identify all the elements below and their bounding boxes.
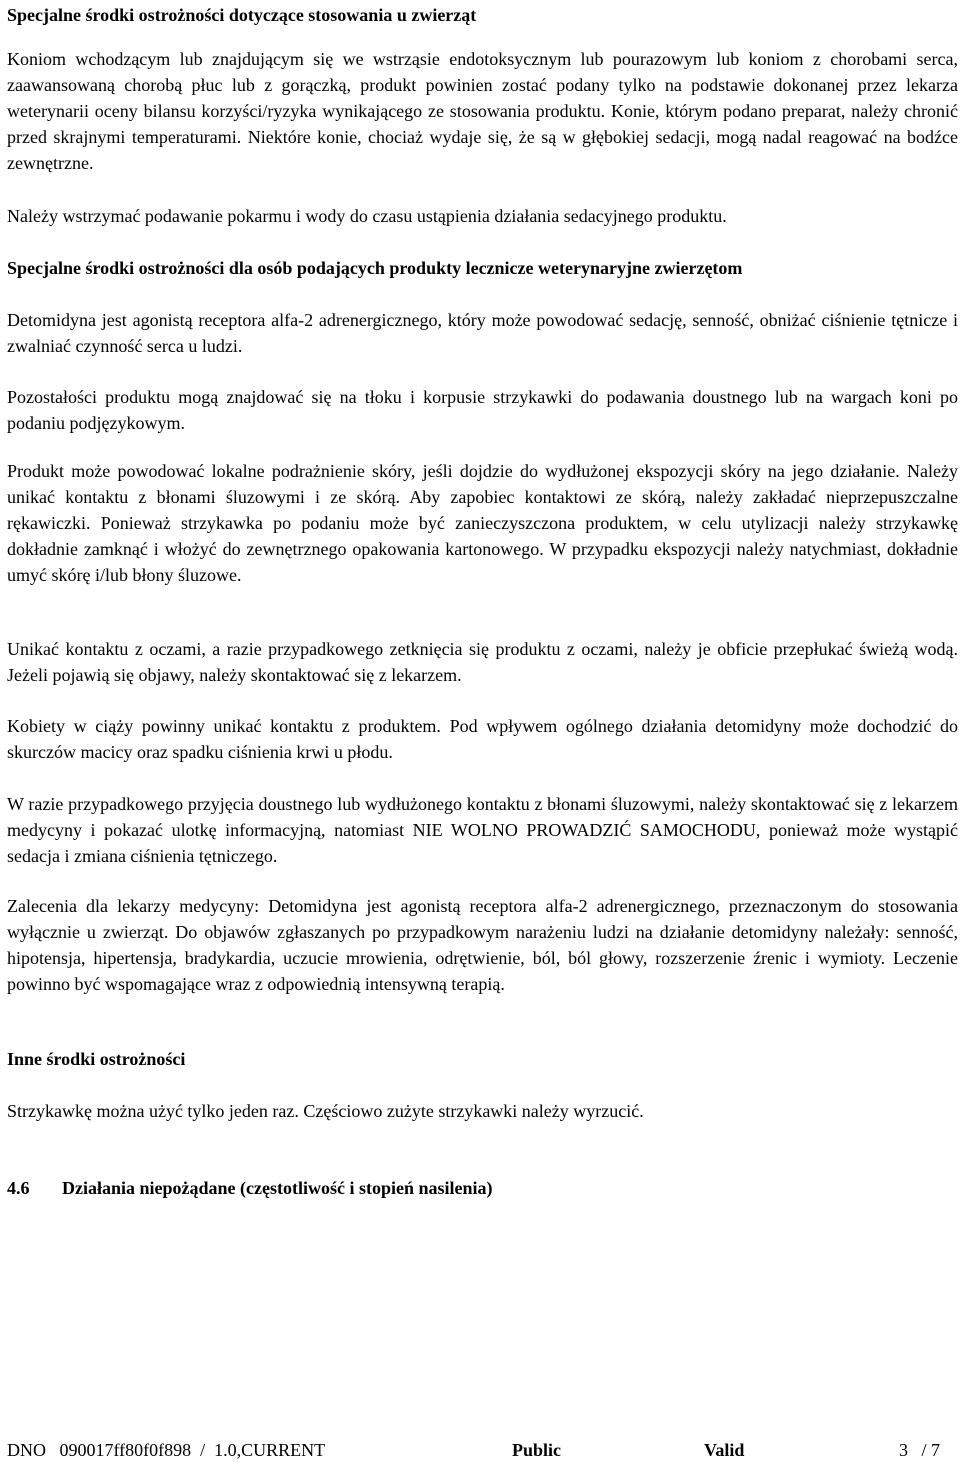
section-number: 4.6 bbox=[7, 1178, 30, 1198]
user-paragraph-eyes: Unikać kontaktu z oczami, a razie przypadkowego zetknięcia się produktu z oczami, należy je obficie przepłukać świeżą wodą. Jeżeli pojawią się objawy, należy skontaktować się z lekarzem. bbox=[7, 639, 958, 685]
section-title: Działania niepożądane (częstotliwość i stopień nasilenia) bbox=[62, 1178, 493, 1198]
user-paragraph-skin: Produkt może powodować lokalne podrażnienie skóry, jeśli dojdzie do wydłużonej ekspozycji skóry na jego działanie. Należy unikać kontaktu z błonami śluzowymi i ze skórą. Aby zapobiec kontaktowi ze skórą, należy zakładać nieprzepuszczalne rękawiczki. Ponieważ strzykawka po podaniu może być zanieczyszczona produktem, w celu utylizacji należy strzykawkę dokładnie zamknąć i włożyć do zewnętrznego opakowania kartonowego. W przypadku ekspozycji należy natychmiast, dokładnie umyć skórę i/lub błony śluzowe. bbox=[7, 461, 958, 585]
animal-precautions-heading: Specjalne środki ostrożności dotyczące stosowania u zwierząt bbox=[7, 5, 477, 25]
footer-status: Valid bbox=[704, 1440, 745, 1460]
page-footer bbox=[7, 1438, 958, 1462]
user-precautions-heading: Specjalne środki ostrożności dla osób podających produkty lecznicze weterynaryjne zwierzętom bbox=[7, 258, 743, 278]
footer-page-number: 3 / 7 bbox=[899, 1440, 941, 1460]
user-paragraph-physicians: Zalecenia dla lekarzy medycyny: Detomidyna jest agonistą receptora alfa-2 adrenergicznego, przeznaczonym do stosowania wyłącznie u zwierząt. Do objawów zgłaszanych po przypadkowym narażeniu ludzi na działanie detomidyny należały: senność, hipotensja, hipertensja, bradykardia, uczucie mrowienia, odrętwienie, ból, ból głowy, rozszerzenie źrenic i wymioty. Leczenie powinno być wspomagające wraz z odpowiednią intensywną terapią. bbox=[7, 896, 958, 994]
user-paragraph-detomidine: Detomidyna jest agonistą receptora alfa-2 adrenergicznego, który może powodować sedację, senność, obniżać ciśnienie tętnicze i zwalniać czynność serca u ludzi. bbox=[7, 310, 958, 356]
user-paragraph-residues: Pozostałości produktu mogą znajdować się na tłoku i korpusie strzykawki do podawania doustnego lub na wargach koni po podaniu podjęzykowym. bbox=[7, 387, 958, 433]
other-precautions-paragraph: Strzykawkę można użyć tylko jeden raz. Częściowo zużyte strzykawki należy wyrzucić. bbox=[7, 1101, 644, 1121]
user-paragraph-ingestion: W razie przypadkowego przyjęcia doustnego lub wydłużonego kontaktu z błonami śluzowymi, należy skontaktować się z lekarzem medycyny i pokazać ulotkę informacyjną, natomiast NIE WOLNO PROWADZIĆ SAMOCHODU, ponieważ może wystąpić sedacja i zmiana ciśnienia tętniczego. bbox=[7, 794, 958, 866]
feeding-paragraph: Należy wstrzymać podawanie pokarmu i wody do czasu ustąpienia działania sedacyjnego produktu. bbox=[7, 206, 727, 226]
animal-precautions-paragraph: Koniom wchodzącym lub znajdującym się we wstrząsie endotoksycznym lub pourazowym lub koniom z chorobami serca, zaawansowaną chorobą płuc lub z gorączką, produkt powinien zostać podany tylko na podstawie dokonanej przez lekarza weterynarii oceny bilansu korzyści/ryzyka wynikającego ze stosowania produktu. Konie, którym podano preparat, należy chronić przed skrajnymi temperaturami. Niektóre konie, chociaż wydaje się, że są w głębokiej sedacji, mogą nadal reagować na bodźce zewnętrzne. bbox=[7, 49, 958, 173]
section-4-6-heading bbox=[7, 1175, 958, 1201]
footer-classification: Public bbox=[512, 1440, 562, 1460]
footer-document-id: DNO 090017ff80f0f898 / 1.0,CURRENT bbox=[7, 1440, 326, 1460]
user-paragraph-pregnancy: Kobiety w ciąży powinny unikać kontaktu z produktem. Pod wpływem ogólnego działania detomidyny może dochodzić do skurczów macicy oraz spadku ciśnienia krwi u płodu. bbox=[7, 716, 958, 762]
other-precautions-heading: Inne środki ostrożności bbox=[7, 1049, 186, 1069]
